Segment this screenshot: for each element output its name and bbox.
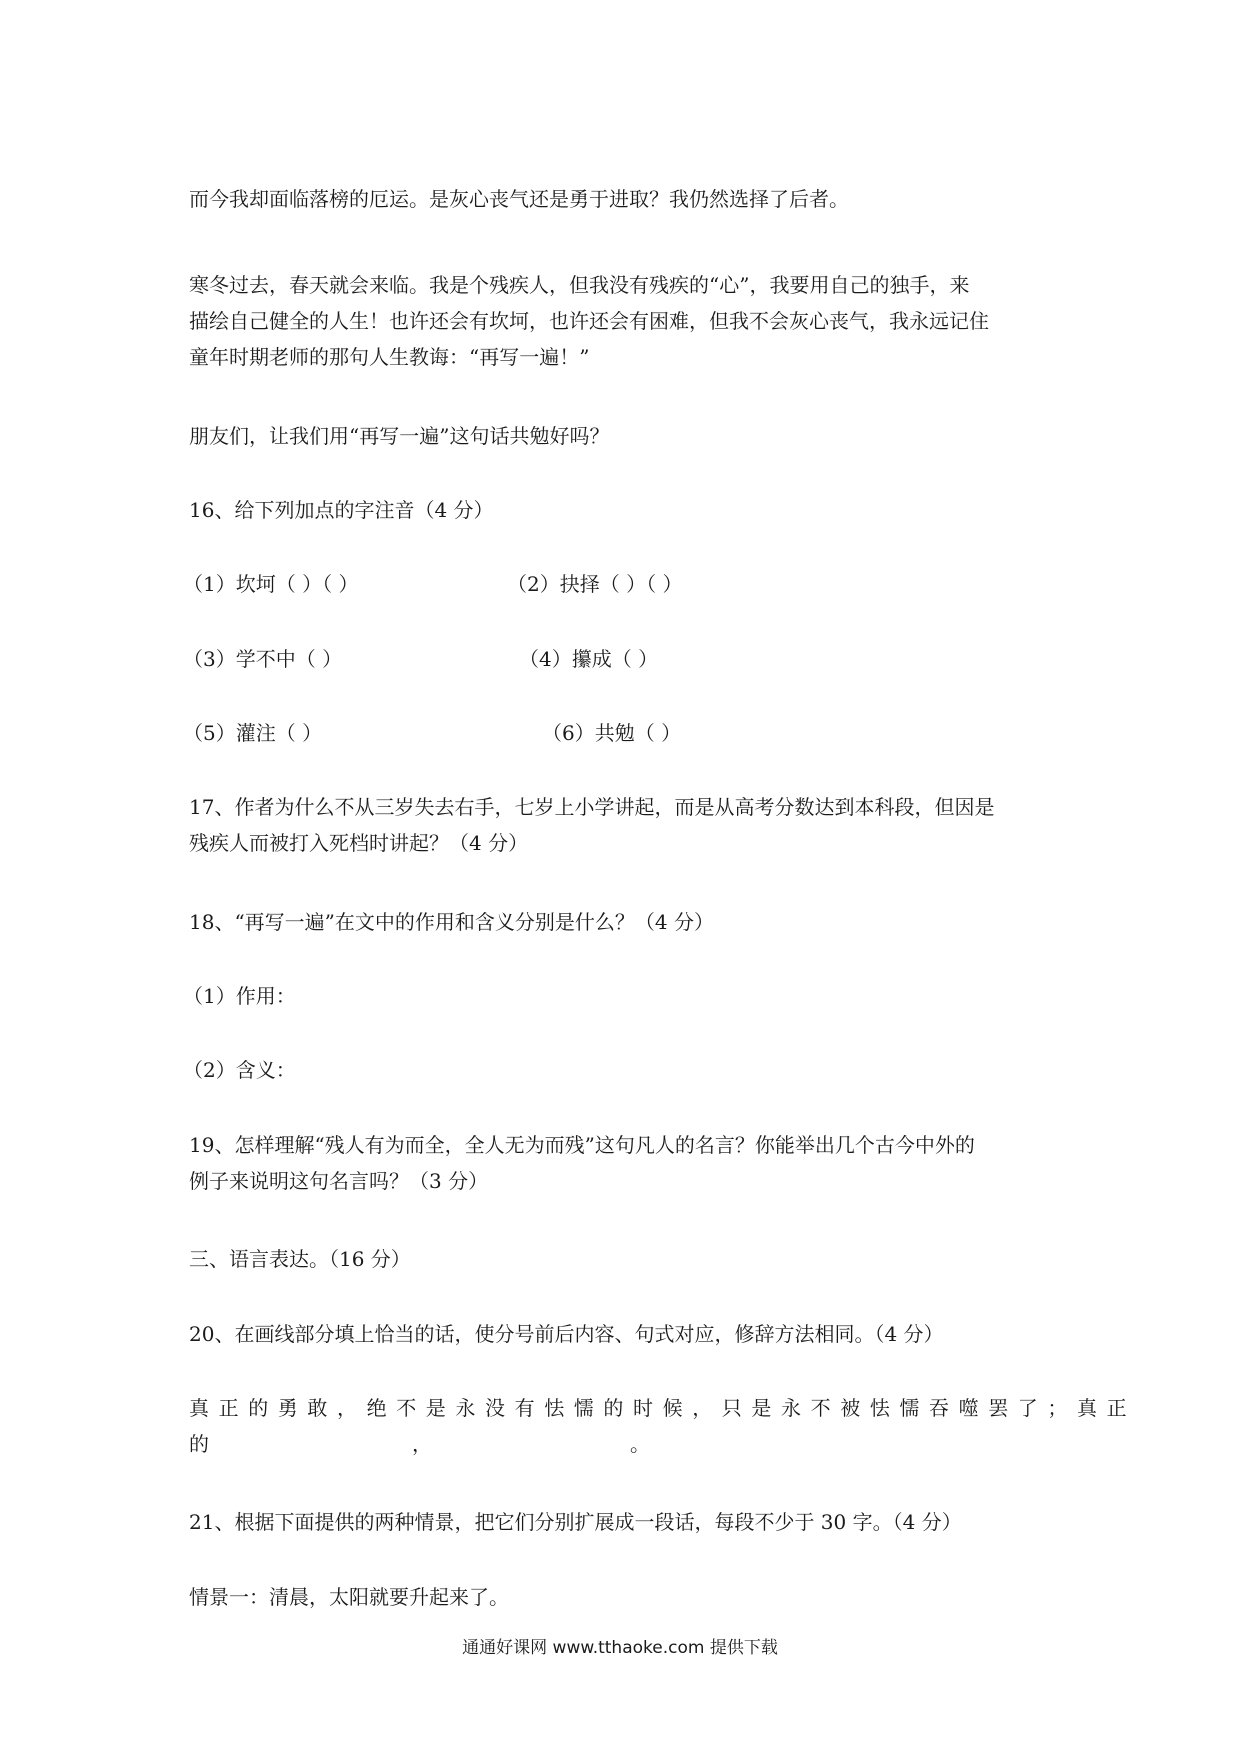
question-20-prompt: 20、在画线部分填上恰当的话，使分号前后内容、句式对应，修辞方法相同。（4 分） [189, 1322, 944, 1346]
question-20-sentence-line-1: 真正的勇敢，绝不是永没有怯懦的时候，只是永不被怯懦吞噬罢了；真正 [189, 1396, 1137, 1420]
question-16-item-1: （1）坎坷（ ）（ ） [183, 572, 359, 596]
question-17-line-1: 17、作者为什么不从三岁失去右手，七岁上小学讲起，而是从高考分数达到本科段，但因是 [189, 795, 995, 819]
page-footer: 通通好课网 www.tthaoke.com 提供下载 [462, 1638, 778, 1658]
question-16-item-2: （2）抉择（ ）（ ） [507, 572, 683, 596]
question-16-item-4: （4）攥成（ ） [519, 647, 659, 671]
question-18-answer-1-label: （1）作用： [183, 984, 296, 1008]
question-20-comma: ， [412, 1432, 432, 1456]
question-21-scene-1: 情景一：清晨，太阳就要升起来了。 [189, 1585, 509, 1609]
question-20-period: 。 [630, 1432, 650, 1456]
question-17-line-2: 残疾人而被打入死档时讲起？（4 分） [189, 831, 529, 855]
question-19-line-2: 例子来说明这句名言吗？（3 分） [189, 1169, 489, 1193]
question-16-prompt: 16、给下列加点的字注音（4 分） [189, 498, 494, 522]
passage-paragraph-2-line-3: 童年时期老师的那句人生教诲：“再写一遍！” [189, 345, 590, 369]
passage-paragraph-3: 朋友们，让我们用“再写一遍”这句话共勉好吗？ [189, 424, 610, 448]
question-16-item-6: （6）共勉（ ） [542, 721, 682, 745]
passage-paragraph-1: 而今我却面临落榜的厄运。是灰心丧气还是勇于进取？我仍然选择了后者。 [189, 187, 849, 211]
question-18-answer-2-label: （2）含义： [183, 1058, 296, 1082]
question-16-item-5: （5）灌注（ ） [183, 721, 323, 745]
question-21-prompt: 21、根据下面提供的两种情景，把它们分别扩展成一段话，每段不少于 30 字。（4 分） [189, 1510, 962, 1534]
passage-paragraph-2-line-1: 寒冬过去，春天就会来临。我是个残疾人，但我没有残疾的“心”，我要用自己的独手，来 [189, 273, 970, 297]
section-3-title: 三、语言表达。（16 分） [189, 1247, 411, 1271]
question-16-item-3: （3）学不中（ ） [183, 647, 343, 671]
question-20-sentence-line-2-start: 的 [189, 1432, 209, 1456]
passage-paragraph-2-line-2: 描绘自己健全的人生！也许还会有坎坷，也许还会有困难，但我不会灰心丧气，我永远记住 [189, 309, 989, 333]
question-18-prompt: 18、“再写一遍”在文中的作用和含义分别是什么？（4 分） [189, 910, 714, 934]
question-19-line-1: 19、怎样理解“残人有为而全，全人无为而残”这句凡人的名言？你能举出几个古今中外的 [189, 1133, 975, 1157]
